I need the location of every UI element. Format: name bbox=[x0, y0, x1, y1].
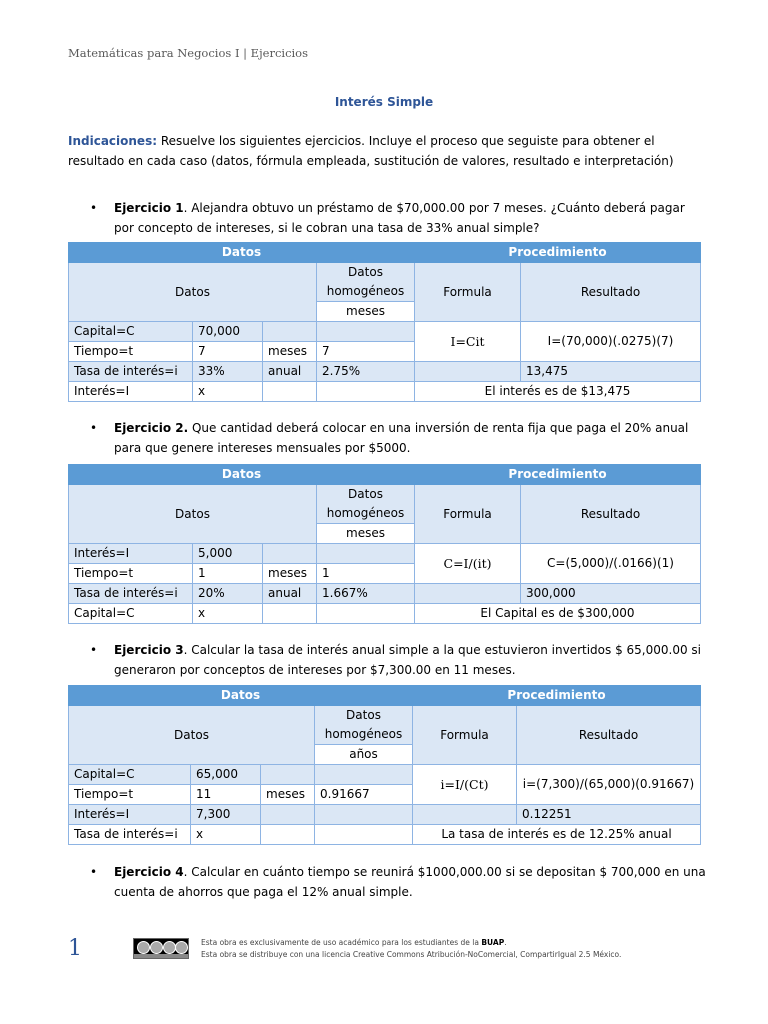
col-unit: años bbox=[315, 745, 413, 765]
header-procedimiento: Procedimiento bbox=[415, 465, 701, 485]
row-value: x bbox=[193, 382, 263, 402]
exercise-label: Ejercicio 3 bbox=[114, 643, 184, 657]
bullet-icon: • bbox=[90, 421, 98, 435]
row-label: Tasa de interés=i bbox=[69, 584, 193, 604]
col-formula: Formula bbox=[413, 706, 517, 765]
page-title: Interés Simple bbox=[334, 95, 434, 109]
col-unit: meses bbox=[317, 524, 415, 544]
row-label: Capital=C bbox=[69, 765, 191, 785]
instructions-text: Resuelve los siguientes ejercicios. Incluye el proceso que seguiste para obtener el resultado en cada caso (datos, fórmula empleada, sustitución de valores, resultado e interpretación) bbox=[68, 134, 674, 168]
formula-cell: i=I/(Ct) bbox=[413, 765, 517, 805]
row-unit bbox=[261, 825, 315, 845]
row-unit bbox=[263, 604, 317, 624]
row-unit: meses bbox=[263, 564, 317, 584]
col-unit: meses bbox=[317, 302, 415, 322]
exercise-1-table bbox=[68, 242, 701, 402]
row-unit: meses bbox=[261, 785, 315, 805]
row-value: 5,000 bbox=[193, 544, 263, 564]
row-label: Interés=I bbox=[69, 382, 193, 402]
exercise-text: . Calcular en cuánto tiempo se reunirá $1000,000.00 si se depositan $ 700,000 en una cuenta de ahorros que paga el 12% anual simple. bbox=[114, 865, 706, 899]
row-value: x bbox=[191, 825, 261, 845]
exercise-3-table bbox=[68, 685, 701, 845]
row-homog: 0.91667 bbox=[315, 785, 413, 805]
row-homog bbox=[317, 382, 415, 402]
header-datos: Datos bbox=[69, 243, 415, 263]
substitution-cell: i=(7,300)/(65,000)(0.91667) bbox=[517, 765, 701, 805]
row-value: 65,000 bbox=[191, 765, 261, 785]
header-procedimiento: Procedimiento bbox=[415, 243, 701, 263]
bullet-icon: • bbox=[90, 865, 98, 879]
license-line-2: Esta obra se distribuye con una licencia Creative Commons Atribución-NoComercial, CompartirIgual 2.5 México. bbox=[201, 950, 622, 959]
row-value: 20% bbox=[193, 584, 263, 604]
exercise-text: . Calcular la tasa de interés anual simple a la que estuvieron invertidos $ 65,000.00 si generaron por conceptos de intereses por $7,300.00 en 11 meses. bbox=[114, 643, 701, 677]
license-notice bbox=[201, 937, 621, 961]
row-unit: anual bbox=[263, 362, 317, 382]
row-homog bbox=[317, 322, 415, 342]
row-unit: anual bbox=[263, 584, 317, 604]
col-datos-homogeneos: Datos homogéneos bbox=[315, 706, 413, 745]
exercise-label: Ejercicio 4 bbox=[114, 865, 184, 879]
exercise-label: Ejercicio 2. bbox=[114, 421, 189, 435]
row-label: Capital=C bbox=[69, 604, 193, 624]
row-homog: 7 bbox=[317, 342, 415, 362]
col-resultado: Resultado bbox=[521, 485, 701, 544]
row-unit bbox=[263, 382, 317, 402]
result-cell: 13,475 bbox=[521, 362, 701, 382]
exercise-text: Que cantidad deberá colocar en una inversión de renta fija que paga el 20% anual para que genere intereses mensuales por $5000. bbox=[114, 421, 689, 455]
bullet-icon: • bbox=[90, 201, 98, 215]
row-label: Tiempo=t bbox=[69, 342, 193, 362]
license-line-1a: Esta obra es exclusivamente de uso académico para los estudiantes de la bbox=[201, 938, 482, 947]
exercise-2-table bbox=[68, 464, 701, 624]
row-homog: 2.75% bbox=[317, 362, 415, 382]
row-value: 7,300 bbox=[191, 805, 261, 825]
instructions bbox=[68, 131, 708, 171]
col-resultado: Resultado bbox=[517, 706, 701, 765]
row-value: 70,000 bbox=[193, 322, 263, 342]
row-unit bbox=[261, 805, 315, 825]
row-label: Interés=I bbox=[69, 544, 193, 564]
exercise-label: Ejercicio 1 bbox=[114, 201, 184, 215]
result-cell: 0.12251 bbox=[517, 805, 701, 825]
license-line-1c: . bbox=[504, 938, 507, 947]
row-homog bbox=[317, 544, 415, 564]
col-datos: Datos bbox=[69, 485, 317, 544]
row-label: Tiempo=t bbox=[69, 564, 193, 584]
row-value: 7 bbox=[193, 342, 263, 362]
row-value: 11 bbox=[191, 785, 261, 805]
license-institution: BUAP bbox=[481, 938, 505, 947]
row-value: 1 bbox=[193, 564, 263, 584]
col-formula: Formula bbox=[415, 485, 521, 544]
formula-cell: C=I/(it) bbox=[415, 544, 521, 584]
instructions-label: Indicaciones: bbox=[68, 134, 158, 148]
col-datos: Datos bbox=[69, 706, 315, 765]
row-label: Tasa de interés=i bbox=[69, 825, 191, 845]
row-label: Interés=I bbox=[69, 805, 191, 825]
col-resultado: Resultado bbox=[521, 263, 701, 322]
col-formula: Formula bbox=[415, 263, 521, 322]
col-datos-homogeneos: Datos homogéneos bbox=[317, 485, 415, 524]
document-header: Matemáticas para Negocios I | Ejercicios bbox=[68, 46, 309, 60]
col-datos-homogeneos: Datos homogéneos bbox=[317, 263, 415, 302]
empty-cell bbox=[415, 362, 521, 382]
row-homog bbox=[317, 604, 415, 624]
row-homog: 1.667% bbox=[317, 584, 415, 604]
interpretation-cell: El Capital es de $300,000 bbox=[415, 604, 701, 624]
substitution-cell: I=(70,000)(.0275)(7) bbox=[521, 322, 701, 362]
result-cell: 300,000 bbox=[521, 584, 701, 604]
creative-commons-badge-icon bbox=[133, 938, 189, 959]
row-homog bbox=[315, 825, 413, 845]
row-value: 33% bbox=[193, 362, 263, 382]
row-unit bbox=[263, 322, 317, 342]
header-datos: Datos bbox=[69, 465, 415, 485]
row-unit: meses bbox=[263, 342, 317, 362]
interpretation-cell: La tasa de interés es de 12.25% anual bbox=[413, 825, 701, 845]
row-label: Tasa de interés=i bbox=[69, 362, 193, 382]
exercise-text: . Alejandra obtuvo un préstamo de $70,000.00 por 7 meses. ¿Cuánto deberá pagar por concepto de intereses, si le cobran una tasa de 33% anual simple? bbox=[114, 201, 685, 235]
row-unit bbox=[263, 544, 317, 564]
interpretation-cell: El interés es de $13,475 bbox=[415, 382, 701, 402]
row-homog bbox=[315, 765, 413, 785]
row-homog bbox=[315, 805, 413, 825]
formula-cell: I=Cit bbox=[415, 322, 521, 362]
row-unit bbox=[261, 765, 315, 785]
header-datos: Datos bbox=[69, 686, 413, 706]
row-label: Tiempo=t bbox=[69, 785, 191, 805]
row-value: x bbox=[193, 604, 263, 624]
row-label: Capital=C bbox=[69, 322, 193, 342]
bullet-icon: • bbox=[90, 643, 98, 657]
page-number: 1 bbox=[68, 936, 82, 961]
empty-cell bbox=[413, 805, 517, 825]
substitution-cell: C=(5,000)/(.0166)(1) bbox=[521, 544, 701, 584]
row-homog: 1 bbox=[317, 564, 415, 584]
header-procedimiento: Procedimiento bbox=[413, 686, 701, 706]
col-datos: Datos bbox=[69, 263, 317, 322]
empty-cell bbox=[415, 584, 521, 604]
